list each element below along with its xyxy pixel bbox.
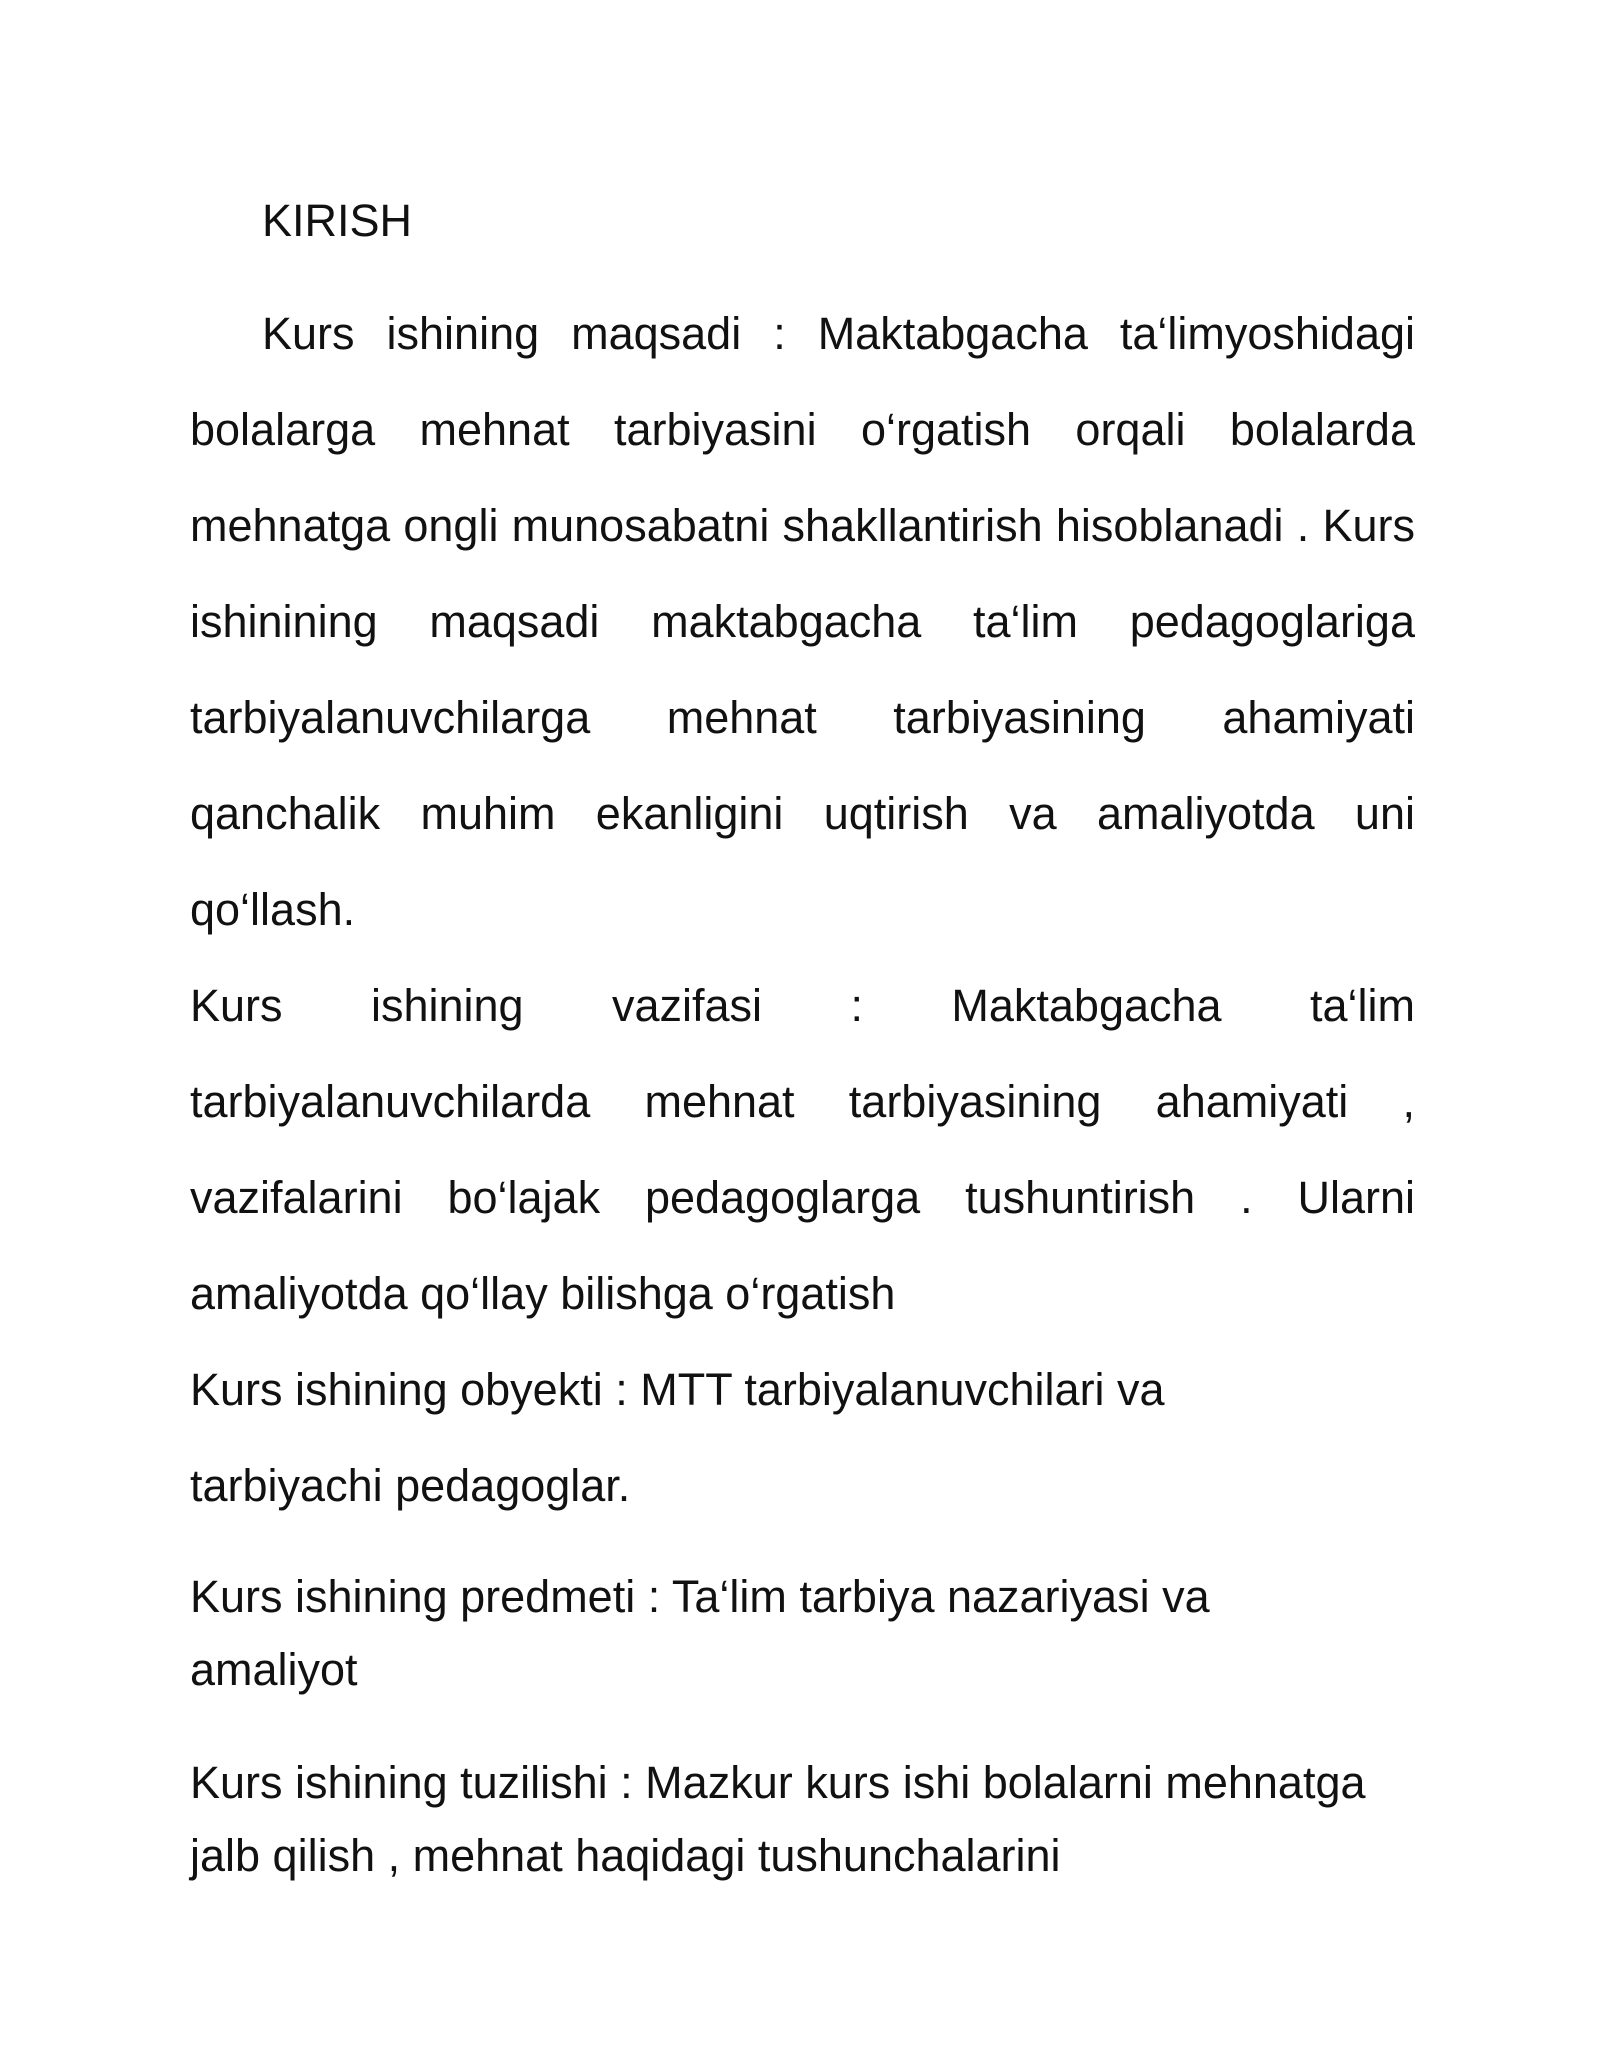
structure-paragraph: Kurs ishining tuzilishi : Mazkur kurs ishi bolalarni mehnatga jalb qilish , mehnat haqidagi tushunchalarini: [190, 1757, 1366, 1881]
tasks-paragraph: Kurs ishining vazifasi : Maktabgacha ta‘lim tarbiyalanuvchilarda mehnat tarbiyasining ahamiyati , vazifalarini bo‘lajak pedagoglarga tushuntirish . Ularni amaliyotda qo‘llay bilishga o‘rgatish: [190, 980, 1415, 1319]
goal-paragraph: Kurs ishining maqsadi : Maktabgacha ta‘limyoshidagi bolalarga mehnat tarbiyasini o‘rgatish orqali bolalarda mehnatga ongli munosabatni shakllantirish hisoblanadi . Kurs ishinining maqsadi maktabgacha ta‘lim pedagoglariga tarbiyalanuvchilarga mehnat tarbiyasining ahamiyati qanchalik muhim ekanligini uqtirish va amaliyotda uni qo‘llash.: [190, 308, 1415, 935]
subject-paragraph: Kurs ishining predmeti : Ta‘lim tarbiya nazariyasi va amaliyot: [190, 1571, 1210, 1695]
document-body: [190, 190, 1415, 1892]
section-heading: KIRISH: [262, 195, 413, 246]
object-paragraph: Kurs ishining obyekti : MTT tarbiyalanuvchilari va tarbiyachi pedagoglar.: [190, 1364, 1165, 1511]
